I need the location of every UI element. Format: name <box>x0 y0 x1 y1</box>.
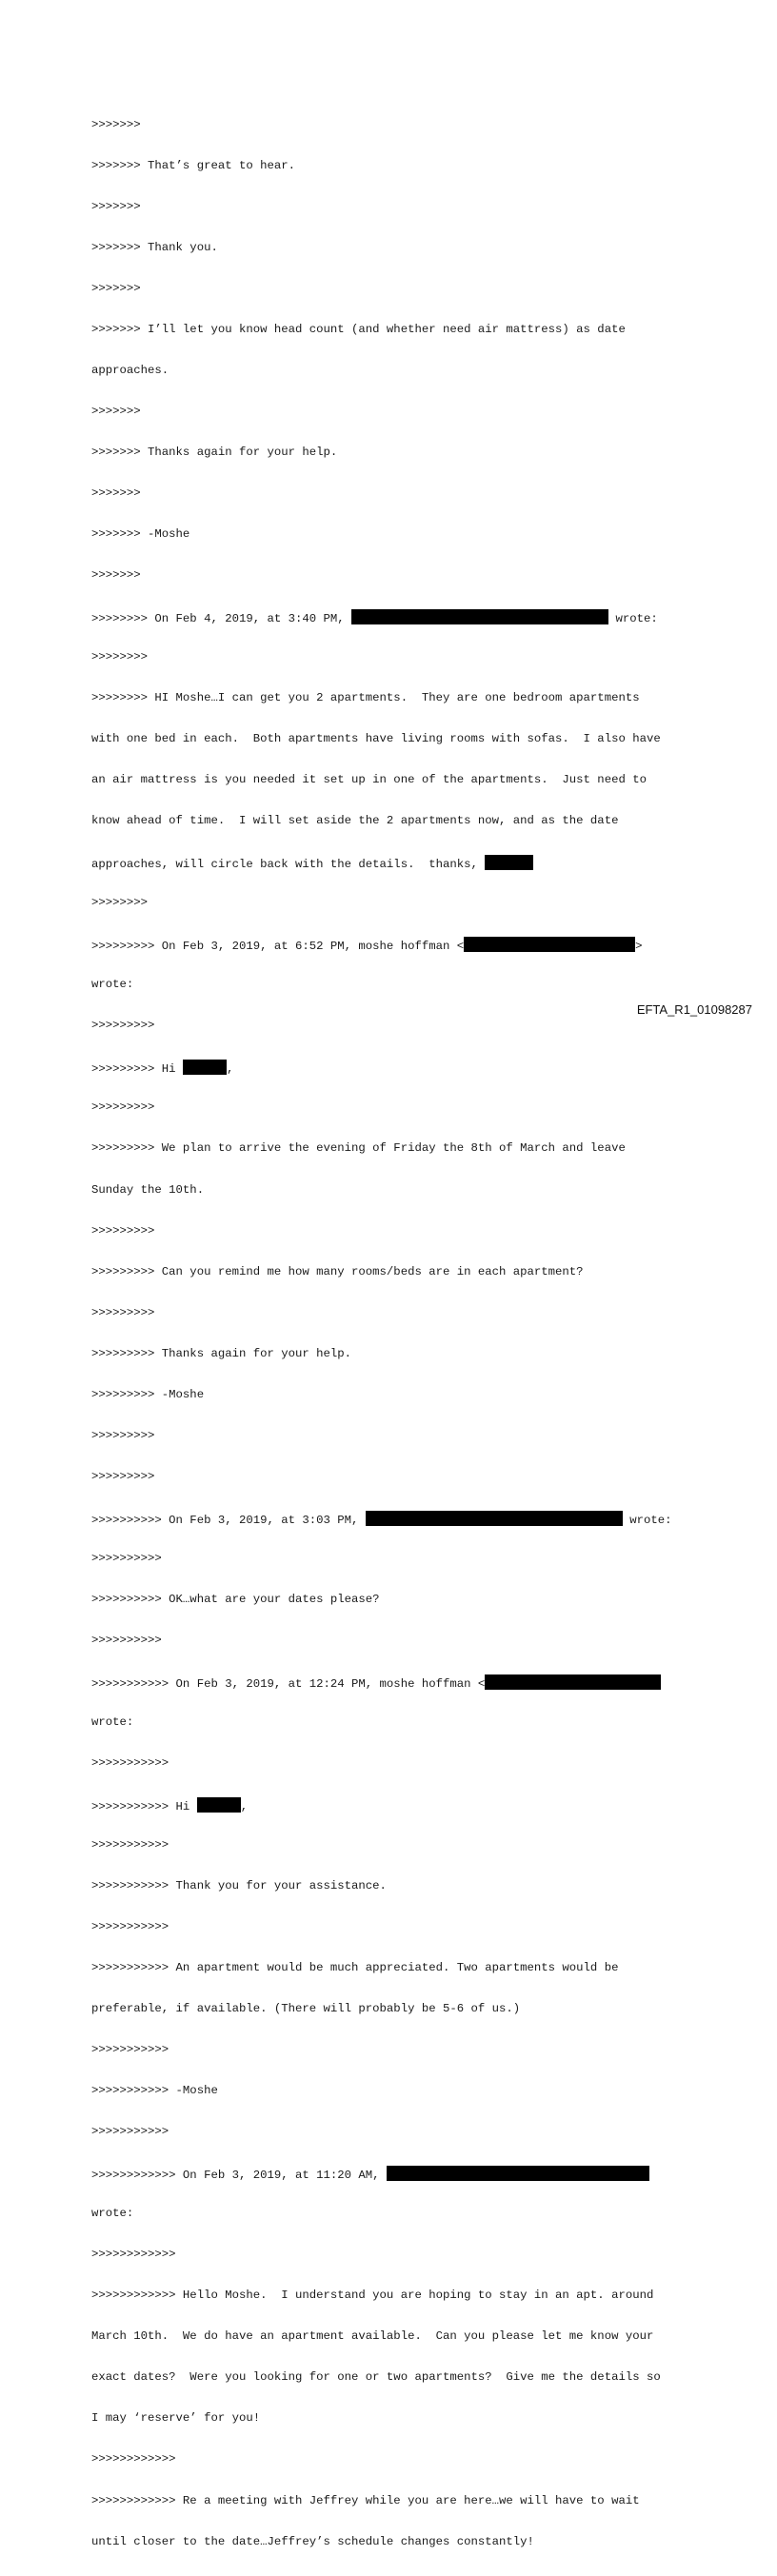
greeting-text: >>>>>>>>> Hi <box>91 1062 176 1077</box>
text-line: an air mattress is you needed it set up in one of the apartments. Just need to <box>91 773 647 787</box>
body-text: approaches, will circle back with the details. thanks, <box>91 858 478 872</box>
text-line: >>>>>>>>> Thanks again for your help. <box>91 1346 352 1360</box>
text-line: >>>>>>>>>>> Thank you for your assistance. <box>91 1879 387 1893</box>
email-thread <box>91 90 701 2576</box>
text-line: >>>>>>>>> <box>91 1100 155 1115</box>
greeting-text: >>>>>>>>>>> Hi <box>91 1799 190 1813</box>
text-line: wrote: <box>91 978 134 992</box>
text-line: >>>>>>>>>>> <box>91 2043 169 2057</box>
greeting-text: , <box>226 1062 234 1077</box>
text-line: wrote: <box>91 2207 134 2221</box>
text-line: >>>>>>>>>> <box>91 1633 162 1647</box>
redaction-box <box>351 609 608 624</box>
text-line: >>>>>>>>>>>> <box>91 2452 176 2467</box>
header-text: >>>>>>>> On Feb 4, 2019, at 3:40 PM, <box>91 612 345 626</box>
text-line: >>>>>>> Thank you. <box>91 240 218 254</box>
text-line: >>>>>>>>> We plan to arrive the evening of Friday the 8th of March and leave <box>91 1141 626 1156</box>
text-line: >>>>>>> <box>91 404 141 418</box>
text-line: preferable, if available. (There will probably be 5-6 of us.) <box>91 2002 521 2016</box>
text-line: know ahead of time. I will set aside the 2 apartments now, and as the date <box>91 814 619 828</box>
document-id: EFTA_R1_01098287 <box>636 1002 752 1017</box>
text-line: >>>>>>>>>>> -Moshe <box>91 2084 218 2098</box>
text-line: with one bed in each. Both apartments have living rooms with sofas. I also have <box>91 732 661 746</box>
text-line: >>>>>>> <box>91 281 141 295</box>
text-line: >>>>>>> Thanks again for your help. <box>91 445 338 459</box>
text-line: >>>>>>>>> <box>91 1305 155 1319</box>
text-line: >>>>>>> I’ll let you know head count (and whether need air mattress) as date <box>91 322 626 336</box>
text-line: >>>>>>>>>>>> Hello Moshe. I understand you are hoping to stay in an apt. around <box>91 2289 654 2303</box>
text-line <box>91 855 701 872</box>
redaction-box <box>485 1674 661 1690</box>
text-line: March 10th. We do have an apartment available. Can you please let me know your <box>91 2329 654 2344</box>
text-line: >>>>>>>>>>> <box>91 1920 169 1934</box>
text-line: >>>>>>> <box>91 117 141 131</box>
text-line: >>>>>>>>> <box>91 1019 155 1033</box>
text-line: >>>>>>> <box>91 199 141 213</box>
text-line <box>91 1511 701 1527</box>
text-line: >>>>>>>> <box>91 650 149 664</box>
header-text: >>>>>>>>>> On Feb 3, 2019, at 3:03 PM, <box>91 1513 359 1527</box>
text-line: >>>>>>>>>>>> Re a meeting with Jeffrey while you are here…we will have to wait <box>91 2493 640 2507</box>
header-text: > <box>635 940 643 954</box>
text-line: >>>>>>>>>>> <box>91 1755 169 1770</box>
text-line: >>>>>>>>>>> An apartment would be much appreciated. Two apartments would be <box>91 1961 619 1975</box>
text-line <box>91 1674 701 1691</box>
header-text: >>>>>>>>>>> On Feb 3, 2019, at 12:24 PM, moshe hoffman < <box>91 1676 486 1691</box>
redaction-box <box>366 1511 623 1526</box>
text-line: >>>>>>> <box>91 485 141 500</box>
text-line: >>>>>>>>> Can you remind me how many rooms/beds are in each apartment? <box>91 1264 584 1278</box>
text-line: >>>>>>>> HI Moshe…I can get you 2 apartments. They are one bedroom apartments <box>91 691 640 705</box>
text-line: Sunday the 10th. <box>91 1182 205 1197</box>
text-line: >>>>>>>>> <box>91 1223 155 1238</box>
text-line: >>>>>>>>>> <box>91 1551 162 1565</box>
text-line <box>91 1797 701 1811</box>
text-line: approaches. <box>91 363 169 377</box>
text-line: until closer to the date…Jeffrey’s schedule changes constantly! <box>91 2534 534 2548</box>
text-line: exact dates? Were you looking for one or two apartments? Give me the details so <box>91 2370 661 2385</box>
text-line <box>91 937 701 954</box>
text-line: >>>>>>>>>>> <box>91 2125 169 2139</box>
text-line: >>>>>>>>>>>> <box>91 2248 176 2262</box>
redaction-box <box>464 937 635 952</box>
text-line: >>>>>>> -Moshe <box>91 527 190 541</box>
redaction-box <box>183 1060 227 1075</box>
text-line: >>>>>>>>>> OK…what are your dates please? <box>91 1592 380 1606</box>
text-line <box>91 1060 701 1077</box>
redaction-box <box>387 2166 649 2181</box>
text-line: I may ‘reserve’ for you! <box>91 2411 261 2426</box>
text-line: >>>>>>>>> <box>91 1428 155 1442</box>
header-text: >>>>>>>>>>>> On Feb 3, 2019, at 11:20 AM, <box>91 2169 380 2183</box>
header-text: >>>>>>>>> On Feb 3, 2019, at 6:52 PM, moshe hoffman < <box>91 940 465 954</box>
text-line: >>>>>>>>> <box>91 1469 155 1483</box>
text-line: >>>>>>> That’s great to hear. <box>91 158 296 172</box>
text-line: >>>>>>>>> -Moshe <box>91 1387 205 1401</box>
text-line <box>91 2166 701 2183</box>
header-text: wrote: <box>615 612 658 626</box>
text-line: >>>>>>>>>>> <box>91 1838 169 1852</box>
text-line: >>>>>>> <box>91 568 141 583</box>
redaction-box <box>197 1797 241 1813</box>
text-line <box>91 609 701 626</box>
text-line: wrote: <box>91 1714 134 1729</box>
header-text: wrote: <box>629 1513 672 1527</box>
text-line: >>>>>>>> <box>91 896 149 910</box>
greeting-text: , <box>240 1799 249 1813</box>
redaction-box <box>485 855 533 870</box>
